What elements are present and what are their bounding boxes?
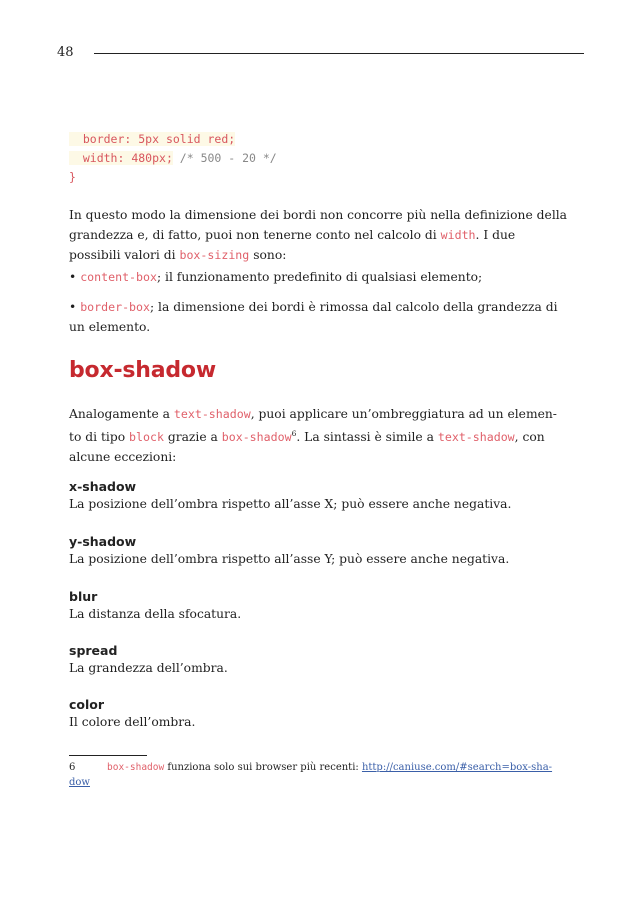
inline-code: box-shadow bbox=[107, 762, 165, 773]
inline-code: border-box bbox=[80, 300, 150, 314]
code-comment: /* 500 - 20 */ bbox=[172, 151, 277, 165]
page-number: 48 bbox=[57, 45, 74, 60]
code-value: 480px; bbox=[124, 151, 173, 165]
term-label: x-shadow bbox=[69, 479, 137, 494]
inline-code: text-shadow bbox=[173, 407, 251, 421]
paragraph-box-sizing: In questo modo la dimensione dei bordi non concorre più nella definizione della grandezza e, di fatto, puoi non tenerne conto nel calcolo di width. I due possibili valori di box-sizing sono: bbox=[69, 208, 568, 262]
header-rule bbox=[94, 53, 584, 54]
code-line-2 bbox=[69, 149, 569, 168]
inline-code: block bbox=[129, 430, 164, 445]
term-label: blur bbox=[69, 589, 98, 604]
code-brace: } bbox=[69, 170, 76, 184]
code-property: width: bbox=[82, 151, 125, 165]
footnote-rule bbox=[69, 755, 147, 756]
inline-code: box-shadow bbox=[221, 430, 292, 445]
footnote-number: 6 bbox=[69, 762, 76, 773]
code-property: border: bbox=[82, 132, 132, 146]
term-label: spread bbox=[69, 643, 118, 658]
footnote-link[interactable]: http://caniuse.com/#search=box-sha-dow bbox=[69, 762, 553, 788]
inline-code: text-shadow bbox=[437, 430, 515, 445]
footnote-ref[interactable]: 6 bbox=[291, 429, 297, 438]
code-line-3 bbox=[69, 168, 569, 187]
inline-code: content-box bbox=[80, 270, 157, 284]
bullet-mark: • bbox=[69, 300, 77, 314]
list-item: • border-box; la dimensione dei bordi è rimossa dal calcolo della grandezza di un elemento. bbox=[69, 300, 558, 334]
paragraph-box-shadow: Analogamente a text-shadow, puoi applicare un’ombreggiatura ad un elemen-to di tipo block grazie a box-shadow$^6$. La sintassi è simile a text-shadow, con alcune eccezioni: bbox=[69, 407, 557, 465]
list-item: • content-box; il funzionamento predefinito di qualsiasi elemento; bbox=[69, 270, 483, 284]
code-value: 5px solid red; bbox=[131, 132, 236, 146]
term-definition: La distanza della sfocatura. bbox=[69, 607, 242, 621]
footnote: 6 box-shadow funziona solo sui browser più recenti: http://caniuse.com/#search=box-sha-dow bbox=[69, 762, 553, 788]
term-definition: Il colore dell’ombra. bbox=[69, 715, 196, 729]
term-label: y-shadow bbox=[69, 534, 137, 549]
term-definition: La posizione dell’ombra rispetto all’asse Y; può essere anche negativa. bbox=[69, 552, 510, 566]
inline-code: box-sizing bbox=[179, 248, 250, 262]
term-definition: La grandezza dell’ombra. bbox=[69, 661, 228, 675]
bullet-mark: • bbox=[69, 270, 77, 284]
term-definition: La posizione dell’ombra rispetto all’asse X; può essere anche negativa. bbox=[69, 497, 512, 511]
inline-code: width bbox=[440, 228, 476, 242]
term-label: color bbox=[69, 697, 105, 712]
code-block bbox=[69, 130, 569, 187]
section-heading: box-shadow bbox=[69, 358, 216, 383]
code-line-1 bbox=[69, 130, 569, 149]
